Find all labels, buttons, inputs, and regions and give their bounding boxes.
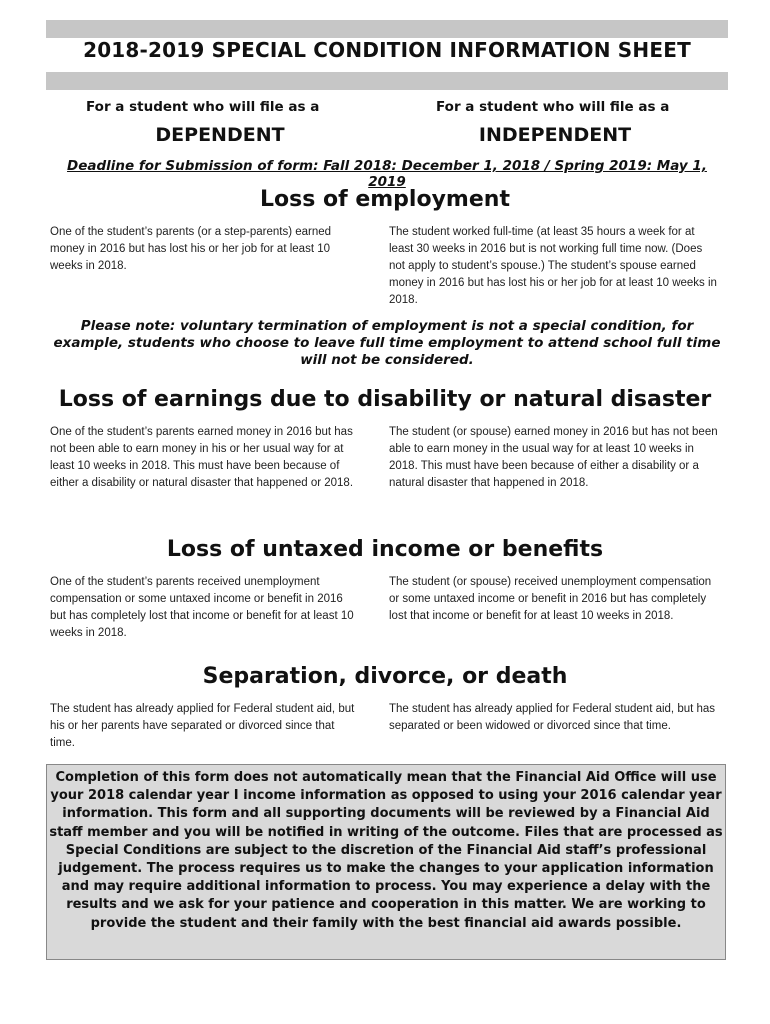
section-heading-untaxed-income: Loss of untaxed income or benefits <box>166 537 604 562</box>
independent-text-separation: The student has already applied for Federal student aid, but has separated or been widowed or divorced since that time. <box>389 703 716 732</box>
section-heading-disability-disaster: Loss of earnings due to disability or natural disaster <box>58 387 712 412</box>
completion-notice-box <box>46 764 726 960</box>
title-underbar <box>46 72 728 90</box>
dependent-intro: For a student who will file as a <box>86 99 320 115</box>
independent-label: INDEPENDENT <box>478 124 632 146</box>
independent-text-employment: The student worked full-time (at least 35 hours a week for at least 30 weeks in 2016 but is not working full time now. (Does not apply to student’s spouse.) The student’s spouse earned money in 2016 but has lost his or her job for at least 10 weeks in 2018. <box>389 226 717 306</box>
dependent-text-disability: One of the student’s parents earned money in 2016 but has not been able to earn money in his or her usual way for at least 10 weeks in 2018. This must have been because of either a disability or natural disaster that happened or 2018. <box>50 426 354 489</box>
independent-text-disability: The student (or spouse) earned money in 2016 but has not been able to earn money in the usual way for at least 10 weeks in 2018. This must have been because of either a disability or a natural disaster that happened in 2018. <box>389 426 718 489</box>
deadline-text: Deadline for Submission of form: Fall 2018: December 1, 2018 / Spring 2019: May 1, 2019 <box>67 158 707 190</box>
dependent-text-untaxed: One of the student’s parents received unemployment compensation or some untaxed income or benefit in 2016 but has completely lost that income or benefit for at least 10 weeks in 2018. <box>50 576 354 639</box>
top-gray-bar <box>46 20 728 38</box>
voluntary-termination-note: Please note: voluntary termination of employment is not a special condition, for example, students who choose to leave full time employment to attend school full time will not be considered. <box>53 318 721 368</box>
dependent-label: DEPENDENT <box>155 124 285 146</box>
page-title: 2018-2019 SPECIAL CONDITION INFORMATION SHEET <box>83 38 691 62</box>
independent-intro: For a student who will file as a <box>436 99 670 115</box>
section-heading-separation: Separation, divorce, or death <box>202 664 568 689</box>
independent-text-untaxed: The student (or spouse) received unemployment compensation or some untaxed income or benefit in 2016 but has completely lost that income or benefit for at least 10 weeks in 2018. <box>389 576 712 622</box>
dependent-text-employment: One of the student’s parents (or a step-parents) earned money in 2016 but has lost his or her job for at least 10 weeks in 2018. <box>50 226 332 272</box>
dependent-text-separation: The student has already applied for Federal student aid, but his or her parents have separated or divorced since that time. <box>50 703 355 749</box>
completion-notice-text: Completion of this form does not automatically mean that the Financial Aid Office will use your 2018 calendar year I income information as opposed to using your 2016 calendar year information. This form and all supporting documents will be reviewed by a Financial Aid staff member and you will be notified in writing of the outcome. Files that are processed as Special Conditions are subject to the discretion of the Financial Aid staff’s professional judgement. The process requires us to make the changes to your application information and may require additional information to process. You may experience a delay with the results and we ask for your patience and cooperation in this matter. We are working to provide the student and their family with the best financial aid awards possible. <box>49 770 723 931</box>
section-heading-loss-of-employment: Loss of employment <box>260 187 510 212</box>
